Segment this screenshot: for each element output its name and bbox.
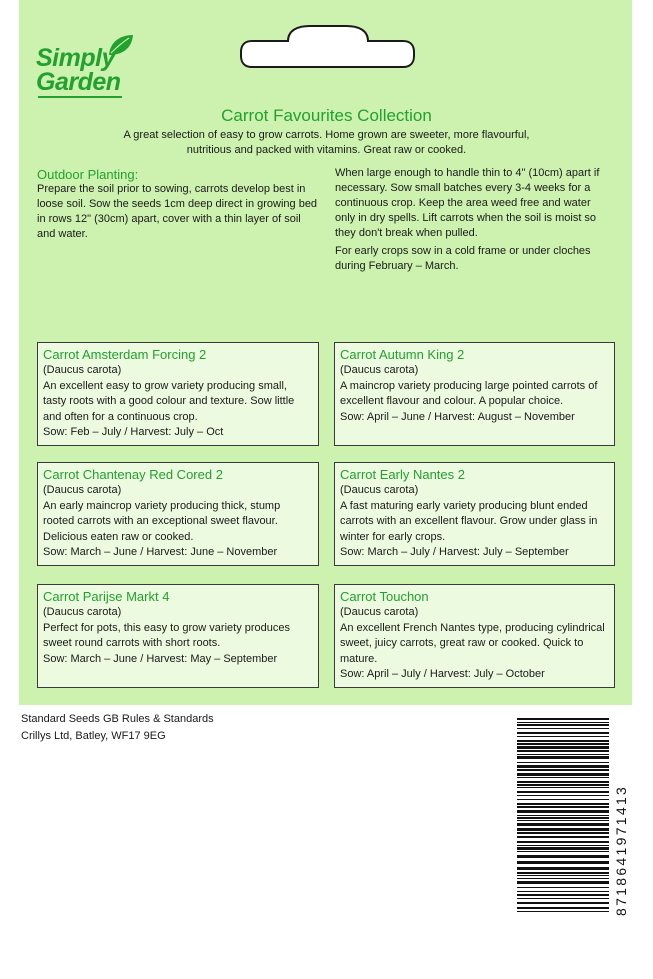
outdoor-planting-left bbox=[37, 167, 319, 244]
variety-sow-harvest: Sow: April – June / Harvest: August – November bbox=[340, 410, 575, 423]
barcode-bar bbox=[517, 765, 609, 768]
variety-name: Carrot Amsterdam Forcing 2 bbox=[43, 347, 207, 362]
barcode-bar bbox=[517, 728, 609, 729]
brand-underline bbox=[38, 96, 122, 98]
brand-logo bbox=[36, 44, 136, 99]
barcode-number: 8718641971413 bbox=[613, 784, 629, 916]
barcode-bar bbox=[517, 773, 609, 776]
collection-title: Carrot Favourites Collection bbox=[221, 106, 432, 125]
variety-name: Carrot Chantenay Red Cored 2 bbox=[43, 467, 223, 482]
collection-intro: A great selection of easy to grow carrots. Home grown are sweeter, more flavourful, nutritious and packed with vitamins. Great raw or cooked. bbox=[123, 129, 530, 156]
variety-card bbox=[37, 342, 319, 446]
barcode-bar bbox=[517, 750, 609, 752]
barcode-bar bbox=[517, 795, 609, 796]
barcode-bar bbox=[517, 817, 609, 819]
barcode-bar bbox=[517, 787, 609, 788]
brand-name-line1: Simply bbox=[36, 44, 115, 72]
barcode-bar bbox=[517, 756, 609, 759]
thinning-text: When large enough to handle thin to 4" (10cm) apart if necessary. Sow small batches every 3-4 weeks for a continuous crop. Keep the area weed free and water only in dry spells. Lift carrots when the soil is moist so they don't break when pulled. bbox=[335, 167, 600, 239]
barcode-bar bbox=[517, 722, 609, 723]
company-address: Crillys Ltd, Batley, WF17 9EG bbox=[21, 730, 166, 742]
variety-description: Perfect for pots, this easy to grow variety produces sweet round carrots with short roots. bbox=[43, 621, 291, 649]
barcode-bar bbox=[517, 902, 609, 904]
barcode-bar bbox=[517, 855, 609, 858]
variety-latin: (Daucus carota) bbox=[340, 606, 419, 618]
barcode-bar bbox=[517, 836, 609, 838]
variety-name: Carrot Parijse Markt 4 bbox=[43, 589, 170, 604]
barcode-bar bbox=[517, 891, 609, 892]
barcode-bar bbox=[517, 781, 609, 783]
barcode-bar bbox=[517, 847, 609, 850]
variety-sow-harvest: Sow: March – July / Harvest: July – September bbox=[340, 546, 569, 558]
variety-latin: (Daucus carota) bbox=[43, 484, 122, 496]
variety-name: Carrot Touchon bbox=[340, 589, 429, 604]
variety-sow-harvest: Sow: March – June / Harvest: June – November bbox=[43, 546, 278, 558]
barcode-bar bbox=[517, 894, 609, 896]
variety-sow-harvest: Sow: March – June / Harvest: May – September bbox=[43, 652, 278, 665]
variety-description: An early maincrop variety producing thick, stump rooted carrots with an exceptional sweet flavour. Delicious eaten raw or cooked. bbox=[43, 499, 281, 543]
variety-description: A maincrop variety producing large pointed carrots of excellent flavour and colour. A popular choice. bbox=[340, 379, 598, 407]
hang-tab-outline bbox=[238, 20, 417, 77]
barcode-bar bbox=[517, 769, 609, 771]
variety-latin: (Daucus carota) bbox=[43, 606, 122, 618]
barcode-bar bbox=[517, 732, 609, 734]
variety-card bbox=[334, 342, 615, 446]
outdoor-planting-text: Prepare the soil prior to sowing, carrots develop best in loose soil. Sow the seeds 1cm deep direct in growing bed in rows 12" (30cm) apart, cover with a thin layer of soil and water. bbox=[37, 183, 318, 240]
standards-text: Standard Seeds GB Rules & Standards bbox=[21, 713, 214, 725]
variety-name: Carrot Autumn King 2 bbox=[340, 347, 465, 362]
barcode-bar bbox=[517, 718, 609, 720]
barcode-bar bbox=[517, 784, 609, 786]
variety-sow-harvest: Sow: Feb – July / Harvest: July – Oct bbox=[43, 426, 224, 438]
variety-description: A fast maturing early variety producing blunt ended carrots with an excellent flavour. Grow under glass in winter for early crops. bbox=[340, 499, 598, 543]
barcode-bar bbox=[517, 828, 609, 831]
barcode-bar bbox=[517, 810, 609, 813]
variety-latin: (Daucus carota) bbox=[340, 364, 419, 376]
barcode-bar bbox=[517, 881, 609, 884]
barcode-bar bbox=[517, 820, 609, 821]
barcode-bar bbox=[517, 911, 609, 912]
barcode-bar bbox=[517, 762, 609, 763]
barcode-bar bbox=[517, 815, 609, 816]
variety-latin: (Daucus carota) bbox=[43, 364, 122, 376]
barcode-bar bbox=[517, 806, 609, 808]
barcode-bar bbox=[517, 832, 609, 834]
variety-latin: (Daucus carota) bbox=[340, 484, 419, 496]
barcode bbox=[517, 718, 631, 918]
variety-card bbox=[334, 584, 615, 688]
barcode-bar bbox=[517, 743, 609, 745]
barcode-bar bbox=[517, 724, 609, 726]
barcode-bar bbox=[517, 898, 609, 899]
barcode-bar bbox=[517, 841, 609, 843]
outdoor-planting-heading: Outdoor Planting: bbox=[37, 167, 139, 182]
barcode-bar bbox=[517, 867, 609, 870]
barcode-bar bbox=[517, 861, 609, 864]
variety-description: An excellent French Nantes type, producing cylindrical sweet, juicy carrots, great raw or cooked. Quick to mature. bbox=[340, 621, 605, 665]
barcode-bar bbox=[517, 754, 609, 755]
barcode-bar bbox=[517, 845, 609, 846]
variety-sow-harvest: Sow: April – July / Harvest: July – October bbox=[340, 668, 545, 680]
barcode-bar bbox=[517, 736, 609, 737]
barcode-bar bbox=[517, 746, 609, 749]
variety-card bbox=[334, 462, 615, 566]
barcode-bar bbox=[517, 799, 609, 800]
barcode-bar bbox=[517, 872, 609, 874]
barcode-bar bbox=[517, 907, 609, 909]
barcode-bar bbox=[517, 740, 609, 742]
variety-name: Carrot Early Nantes 2 bbox=[340, 467, 465, 482]
barcode-bar bbox=[517, 851, 609, 852]
barcode-bar bbox=[517, 878, 609, 879]
early-crops-text: For early crops sow in a cold frame or under cloches during February – March. bbox=[335, 245, 591, 272]
brand-name-line2: Garden bbox=[36, 68, 121, 96]
variety-card bbox=[37, 584, 319, 688]
outdoor-planting-right bbox=[335, 166, 610, 276]
barcode-bar bbox=[517, 875, 609, 876]
variety-card bbox=[37, 462, 319, 566]
variety-description: An excellent easy to grow variety producing small, tasty roots with a good colour and texture. Sow little and often for a continuous crop. bbox=[43, 379, 295, 423]
barcode-bar bbox=[517, 777, 609, 778]
barcode-bar bbox=[517, 791, 609, 793]
barcode-bar bbox=[517, 823, 609, 826]
barcode-bar bbox=[517, 803, 609, 805]
barcode-bar bbox=[517, 887, 609, 888]
